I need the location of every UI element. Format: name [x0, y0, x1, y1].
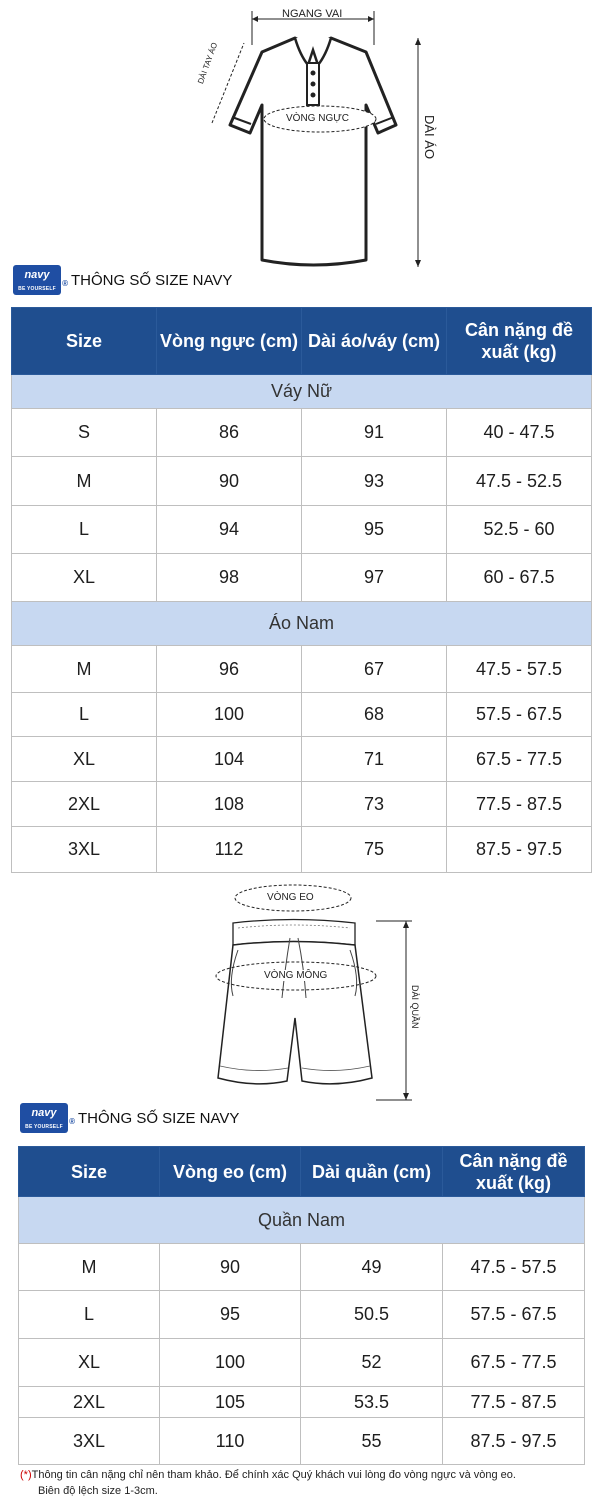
shorts-size-table [18, 1146, 585, 1465]
cell-size: 2XL [12, 782, 157, 827]
shirt-size-heading [13, 265, 232, 295]
table-row [12, 827, 592, 873]
cell-length: 93 [302, 457, 447, 506]
cell-chest: 104 [157, 737, 302, 782]
header-chest: Vòng ngực (cm) [157, 308, 302, 375]
cell-waist: 95 [160, 1291, 301, 1339]
footnote-text: Thông tin cân nặng chỉ nên tham khảo. Để chính xác Quý khách vui lòng đo vòng ngực và vòng eo. [31, 1469, 516, 1481]
cell-length: 75 [302, 827, 447, 873]
header-weight: Cân nặng đề xuất (kg) [443, 1147, 585, 1197]
cell-weight: 57.5 - 67.5 [447, 693, 592, 737]
table-row [19, 1339, 585, 1387]
polo-shirt-illustration [200, 5, 460, 270]
cell-length: 53.5 [301, 1387, 443, 1418]
cell-weight: 47.5 - 57.5 [443, 1244, 585, 1291]
table-row [12, 782, 592, 827]
cell-weight: 67.5 - 77.5 [447, 737, 592, 782]
cell-waist: 105 [160, 1387, 301, 1418]
cell-chest: 100 [157, 693, 302, 737]
header-size: Size [19, 1147, 160, 1197]
footnote-marker: (*) [20, 1469, 32, 1481]
cell-size: 3XL [12, 827, 157, 873]
shirt-diagram [200, 5, 460, 270]
shorts-size-title: THÔNG SỐ SIZE NAVY [78, 1109, 240, 1127]
cell-length: 55 [301, 1418, 443, 1465]
cell-weight: 67.5 - 77.5 [443, 1339, 585, 1387]
table-row [19, 1291, 585, 1339]
cell-length: 50.5 [301, 1291, 443, 1339]
navy-logo-tagline: BE YOURSELF [25, 1124, 63, 1130]
footnote [20, 1467, 595, 1499]
footnote-line-2: Biên độ lệch size 1-3cm. [38, 1485, 158, 1497]
navy-logo-text: navy [24, 269, 50, 281]
cell-size: M [19, 1244, 160, 1291]
cell-size: M [12, 646, 157, 693]
header-waist: Vòng eo (cm) [160, 1147, 301, 1197]
navy-logo: navy BE YOURSELF ® [13, 265, 61, 295]
cell-size: XL [12, 737, 157, 782]
section-row-mens-shorts [19, 1197, 585, 1244]
chest-label: VÒNG NGỰC [286, 113, 349, 124]
cell-weight: 60 - 67.5 [447, 554, 592, 602]
cell-size: 2XL [19, 1387, 160, 1418]
cell-weight: 52.5 - 60 [447, 506, 592, 554]
cell-chest: 90 [157, 457, 302, 506]
shirt-size-title: THÔNG SỐ SIZE NAVY [71, 271, 233, 289]
cell-length: 97 [302, 554, 447, 602]
header-length: Dài áo/váy (cm) [302, 308, 447, 375]
cell-length: 52 [301, 1339, 443, 1387]
navy-logo-tagline: BE YOURSELF [18, 286, 56, 292]
cell-waist: 100 [160, 1339, 301, 1387]
shirt-size-table [11, 307, 592, 873]
cell-size: L [12, 693, 157, 737]
cell-chest: 96 [157, 646, 302, 693]
cell-size: L [19, 1291, 160, 1339]
navy-logo: navy BE YOURSELF ® [20, 1103, 68, 1133]
header-size: Size [12, 308, 157, 375]
cell-chest: 112 [157, 827, 302, 873]
sleeve-length-label: DÀI TAY ÁO [196, 41, 220, 86]
cell-chest: 108 [157, 782, 302, 827]
table-header-row [19, 1147, 585, 1197]
table-row [12, 554, 592, 602]
cell-length: 91 [302, 409, 447, 457]
cell-chest: 94 [157, 506, 302, 554]
cell-chest: 98 [157, 554, 302, 602]
cell-length: 71 [302, 737, 447, 782]
cell-weight: 47.5 - 57.5 [447, 646, 592, 693]
shorts-size-heading [20, 1103, 239, 1133]
footnote-line-1 [20, 1467, 595, 1483]
cell-size: 3XL [19, 1418, 160, 1465]
table-row [12, 506, 592, 554]
header-weight: Cân nặng đề xuất (kg) [447, 308, 592, 375]
shorts-length-label: DÀI QUẦN [410, 985, 420, 1029]
cell-chest: 86 [157, 409, 302, 457]
cell-size: M [12, 457, 157, 506]
cell-weight: 87.5 - 97.5 [447, 827, 592, 873]
cell-length: 67 [302, 646, 447, 693]
table-row [12, 409, 592, 457]
section-title: Áo Nam [12, 602, 592, 646]
cell-waist: 90 [160, 1244, 301, 1291]
section-row-mens-shirt [12, 602, 592, 646]
cell-weight: 77.5 - 87.5 [447, 782, 592, 827]
table-row [12, 646, 592, 693]
cell-size: S [12, 409, 157, 457]
section-title: Váy Nữ [12, 375, 592, 409]
cell-length: 49 [301, 1244, 443, 1291]
cell-weight: 87.5 - 97.5 [443, 1418, 585, 1465]
table-row [12, 737, 592, 782]
hip-label: VÒNG MÔNG [264, 970, 328, 981]
table-row [19, 1418, 585, 1465]
table-row [19, 1244, 585, 1291]
cell-size: XL [19, 1339, 160, 1387]
table-header-row [12, 308, 592, 375]
cell-waist: 110 [160, 1418, 301, 1465]
cell-length: 73 [302, 782, 447, 827]
cell-weight: 47.5 - 52.5 [447, 457, 592, 506]
shorts-illustration [200, 878, 430, 1103]
cell-weight: 40 - 47.5 [447, 409, 592, 457]
cell-size: L [12, 506, 157, 554]
section-title: Quần Nam [19, 1197, 585, 1244]
navy-logo-text: navy [31, 1107, 57, 1119]
cell-weight: 77.5 - 87.5 [443, 1387, 585, 1418]
cell-weight: 57.5 - 67.5 [443, 1291, 585, 1339]
table-row [12, 693, 592, 737]
waist-label: VÒNG EO [267, 892, 314, 903]
cell-length: 68 [302, 693, 447, 737]
shorts-diagram [200, 878, 430, 1103]
cell-length: 95 [302, 506, 447, 554]
shoulder-width-label: NGANG VAI [282, 8, 343, 20]
shirt-length-label: DÀI ÁO [422, 115, 437, 160]
section-row-womens-dress [12, 375, 592, 409]
cell-size: XL [12, 554, 157, 602]
table-row [19, 1387, 585, 1418]
table-row [12, 457, 592, 506]
header-length: Dài quần (cm) [301, 1147, 443, 1197]
